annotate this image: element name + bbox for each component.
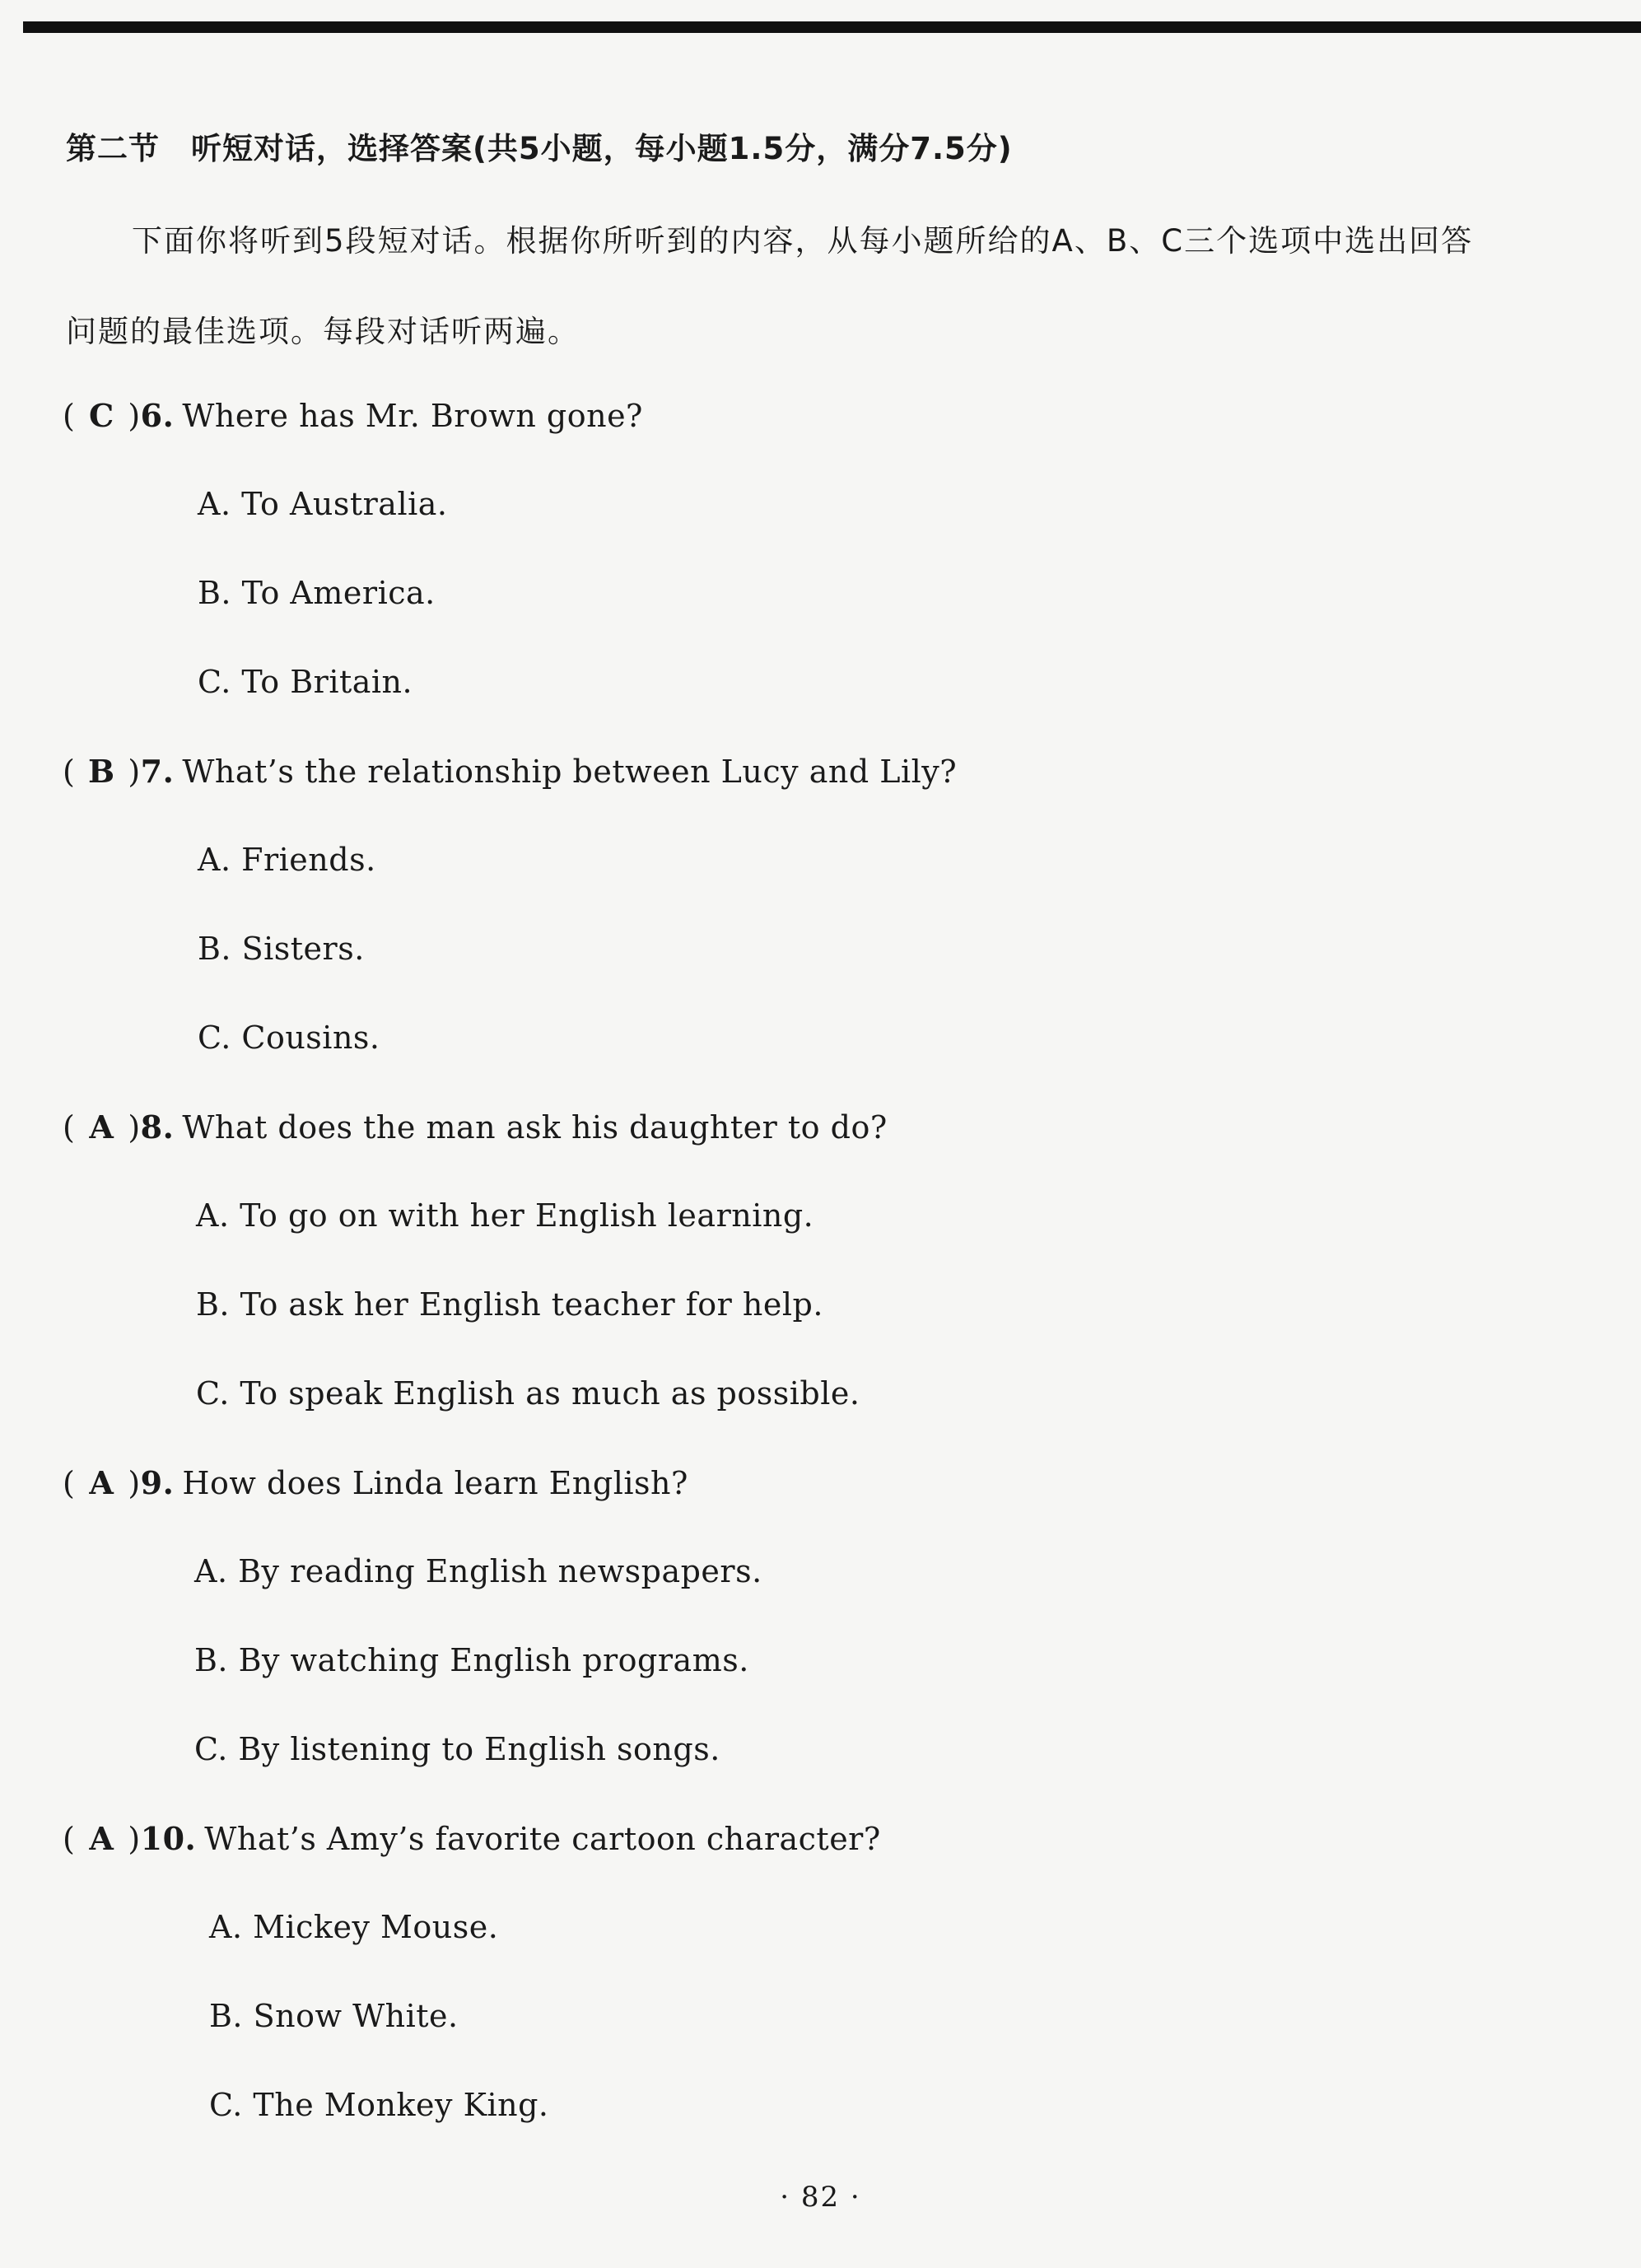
answer-7: B	[88, 753, 115, 790]
option-6c: C. To Britain.	[198, 664, 413, 700]
question-7: ( B )7. What’s the relationship between Lucy and Lily?	[63, 753, 958, 790]
question-number-8: 8.	[140, 1108, 175, 1146]
answer-10: A	[89, 1820, 114, 1857]
answer-6: C	[88, 397, 114, 434]
option-9b: B. By watching English programs.	[194, 1642, 749, 1678]
option-8b: B. To ask her English teacher for help.	[196, 1286, 823, 1323]
option-7a: A. Friends.	[198, 842, 376, 878]
question-10: ( A )10. What’s Amy’s favorite cartoon character?	[63, 1820, 881, 1857]
question-text-8: What does the man ask his daughter to do?	[182, 1109, 888, 1146]
instruction-line-2: 问题的最佳选项。每段对话听两遍。	[66, 314, 580, 349]
option-8a: A. To go on with her English learning.	[196, 1197, 814, 1234]
question-text-9: How does Linda learn English?	[182, 1465, 688, 1501]
question-text-7: What’s the relationship between Lucy and Lily?	[182, 754, 958, 790]
option-10b: B. Snow White.	[209, 1998, 459, 2034]
option-10a: A. Mickey Mouse.	[209, 1909, 499, 1945]
question-number-9: 9.	[140, 1464, 175, 1501]
option-6a: A. To Australia.	[198, 486, 448, 522]
question-number-10: 10.	[140, 1820, 197, 1857]
question-text-10: What’s Amy’s favorite cartoon character?	[204, 1821, 881, 1857]
answer-9: A	[89, 1464, 114, 1501]
question-6: ( C )6. Where has Mr. Brown gone?	[63, 397, 643, 434]
question-8: ( A )8. What does the man ask his daughter to do?	[63, 1108, 888, 1146]
instruction-line-1: 下面你将听到5段短对话。根据你所听到的内容，从每小题所给的A、B、C三个选项中选出回答	[132, 223, 1474, 259]
question-9: ( A )9. How does Linda learn English?	[63, 1464, 688, 1501]
option-7b: B. Sisters.	[198, 931, 365, 967]
option-6b: B. To America.	[198, 575, 436, 611]
question-number-6: 6.	[140, 397, 175, 434]
option-9a: A. By reading English newspapers.	[194, 1553, 762, 1589]
option-8c: C. To speak English as much as possible.	[196, 1375, 860, 1412]
question-text-6: Where has Mr. Brown gone?	[182, 398, 643, 434]
page-number: · 82 ·	[780, 2181, 861, 2214]
option-9c: C. By listening to English songs.	[194, 1731, 720, 1767]
question-number-7: 7.	[140, 753, 175, 790]
option-7c: C. Cousins.	[198, 1020, 380, 1056]
section-heading: 第二节 听短对话，选择答案(共5小题，每小题1.5分，满分7.5分)	[66, 131, 1013, 166]
top-rule	[23, 21, 1641, 33]
option-10c: C. The Monkey King.	[209, 2087, 549, 2123]
answer-8: A	[89, 1108, 114, 1146]
